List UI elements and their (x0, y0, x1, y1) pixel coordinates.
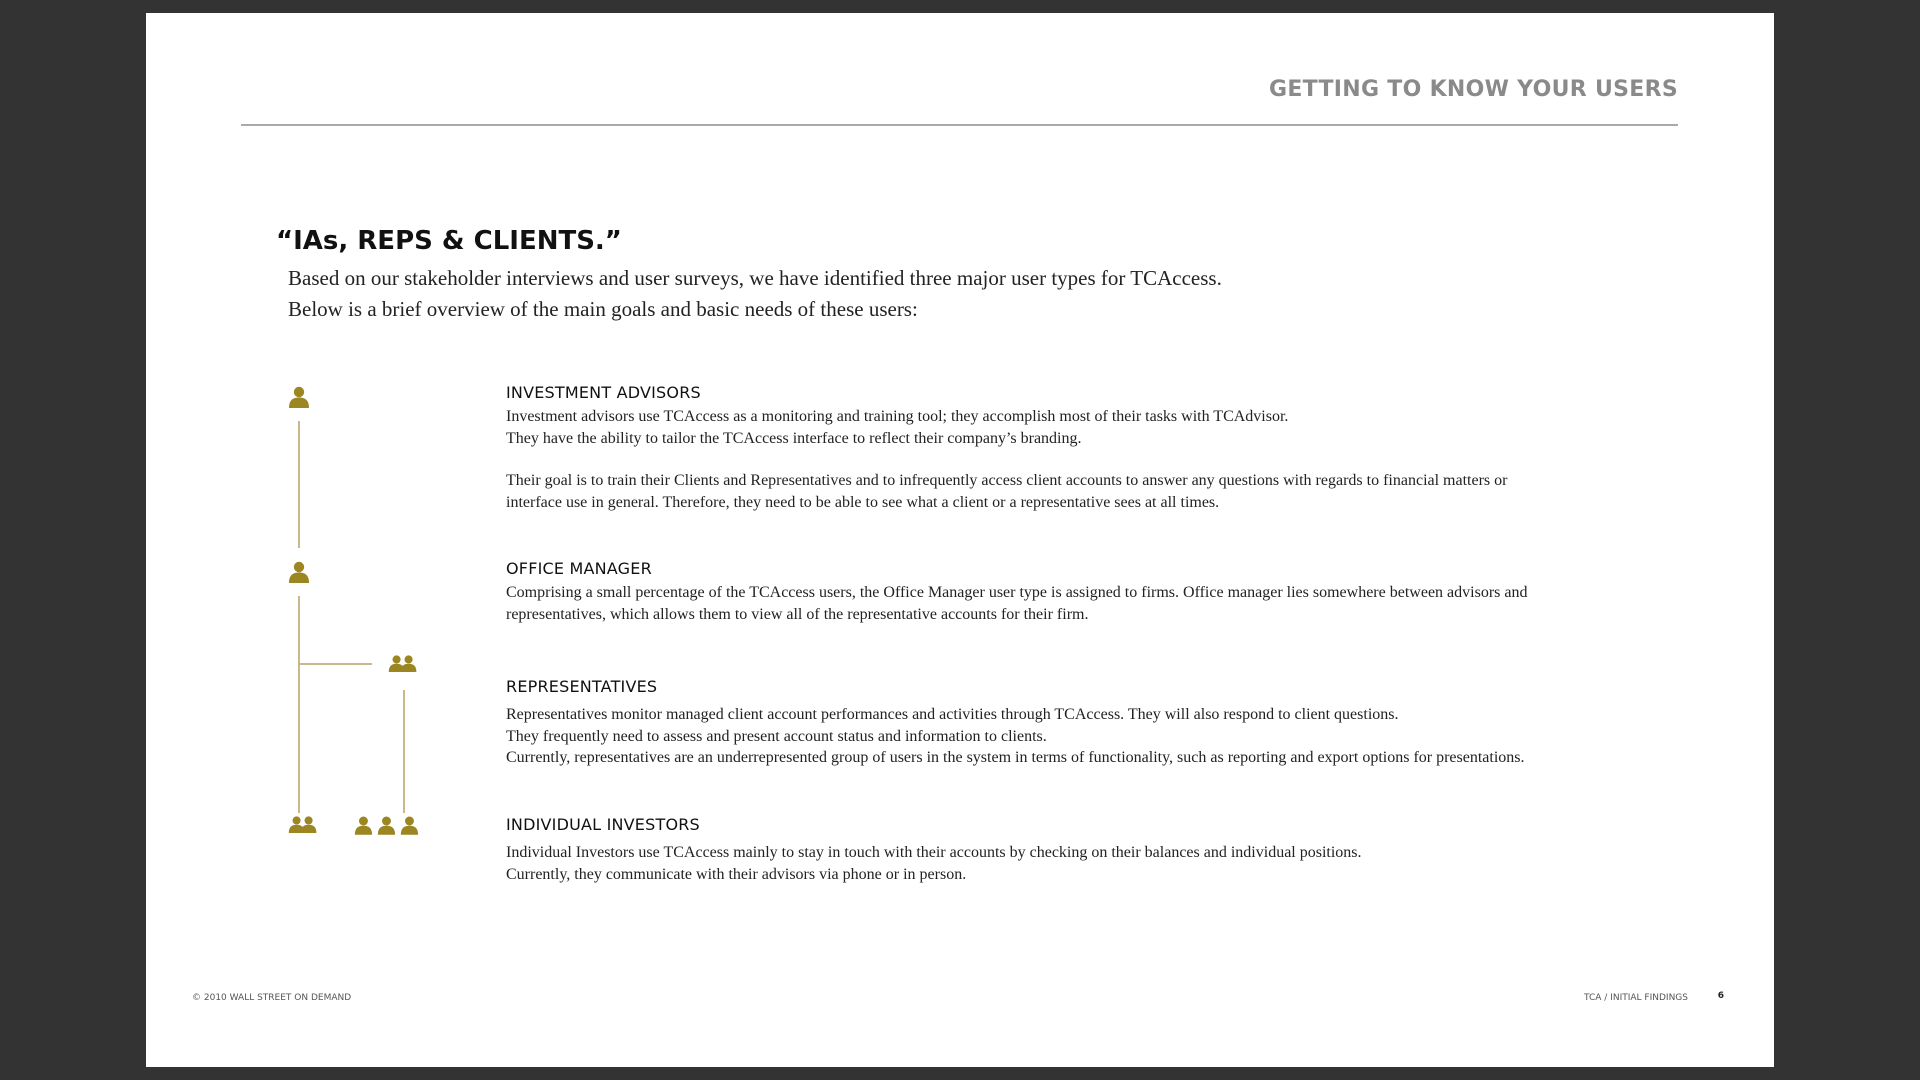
intro-heading: “IAs, REPS & CLIENTS.” (276, 226, 622, 256)
paragraph-line: They have the ability to tailor the TCAccess interface to reflect their company’s branding. (506, 429, 1082, 447)
section-paragraph (506, 470, 1656, 513)
slide-page (146, 13, 1774, 1067)
people-pair-icon (388, 654, 418, 676)
paragraph-line: Comprising a small percentage of the TCAccess users, the Office Manager user type is assigned to firms. Office manager lies somewhere between advisors and (506, 584, 1528, 601)
paragraph-line: Individual Investors use TCAccess mainly to stay in touch with their accounts by checking on their balances and individual positions. (506, 844, 1362, 861)
paragraph-line: interface use in general. Therefore, they need to be able to see what a client or a representative sees at all times. (506, 493, 1220, 511)
section-paragraph (506, 406, 1656, 449)
intro-text (288, 263, 1388, 325)
section-paragraph (506, 582, 1656, 625)
section-title: REPRESENTATIVES (506, 677, 658, 696)
page-number: 6 (1717, 991, 1724, 1001)
section-representatives (506, 677, 1656, 769)
people-pair-icon (288, 815, 318, 837)
footer-copyright: © 2010 WALL STREET ON DEMAND (192, 993, 352, 1003)
connector-line (298, 663, 372, 665)
person-icon (288, 385, 310, 409)
person-icon (288, 560, 310, 584)
connector-line (298, 421, 300, 548)
paragraph-line: Representatives monitor managed client account performances and activities through TCAccess. They will also respond to client questions. (506, 706, 1399, 723)
section-investment-advisors (506, 383, 1656, 513)
intro-line: Based on our stakeholder interviews and user surveys, we have identified three major user types for TCAccess. (288, 266, 1222, 290)
section-individual-investors (506, 815, 1656, 885)
paragraph-line: Currently, representatives are an underrepresented group of users in the system in terms of functionality, such as reporting and export options for presentations. (506, 749, 1525, 766)
header-divider (241, 124, 1678, 126)
section-title: INDIVIDUAL INVESTORS (506, 815, 700, 834)
intro-line: Below is a brief overview of the main goals and basic needs of these users: (288, 297, 918, 321)
section-office-manager (506, 559, 1656, 625)
paragraph-line: They frequently need to assess and present account status and information to clients. (506, 727, 1047, 745)
paragraph-line: representatives, which allows them to view all of the representative accounts for their firm. (506, 605, 1089, 623)
section-paragraph (506, 842, 1656, 885)
people-trio-icon (354, 815, 420, 837)
paragraph-line: Investment advisors use TCAccess as a monitoring and training tool; they accomplish most of their tasks with TCAdvisor. (506, 408, 1289, 425)
section-title: INVESTMENT ADVISORS (506, 383, 701, 402)
paragraph-line: Currently, they communicate with their advisors via phone or in person. (506, 865, 967, 883)
paragraph-line: Their goal is to train their Clients and Representatives and to infrequently access client accounts to answer any questions with regards to financial matters or (506, 472, 1508, 489)
section-paragraph (506, 704, 1656, 769)
footer-doc-label: TCA / INITIAL FINDINGS (1584, 993, 1688, 1003)
page-header-title: GETTING TO KNOW YOUR USERS (1268, 77, 1678, 102)
connector-line (403, 690, 405, 813)
section-title: OFFICE MANAGER (506, 559, 652, 578)
connector-line (298, 596, 300, 813)
